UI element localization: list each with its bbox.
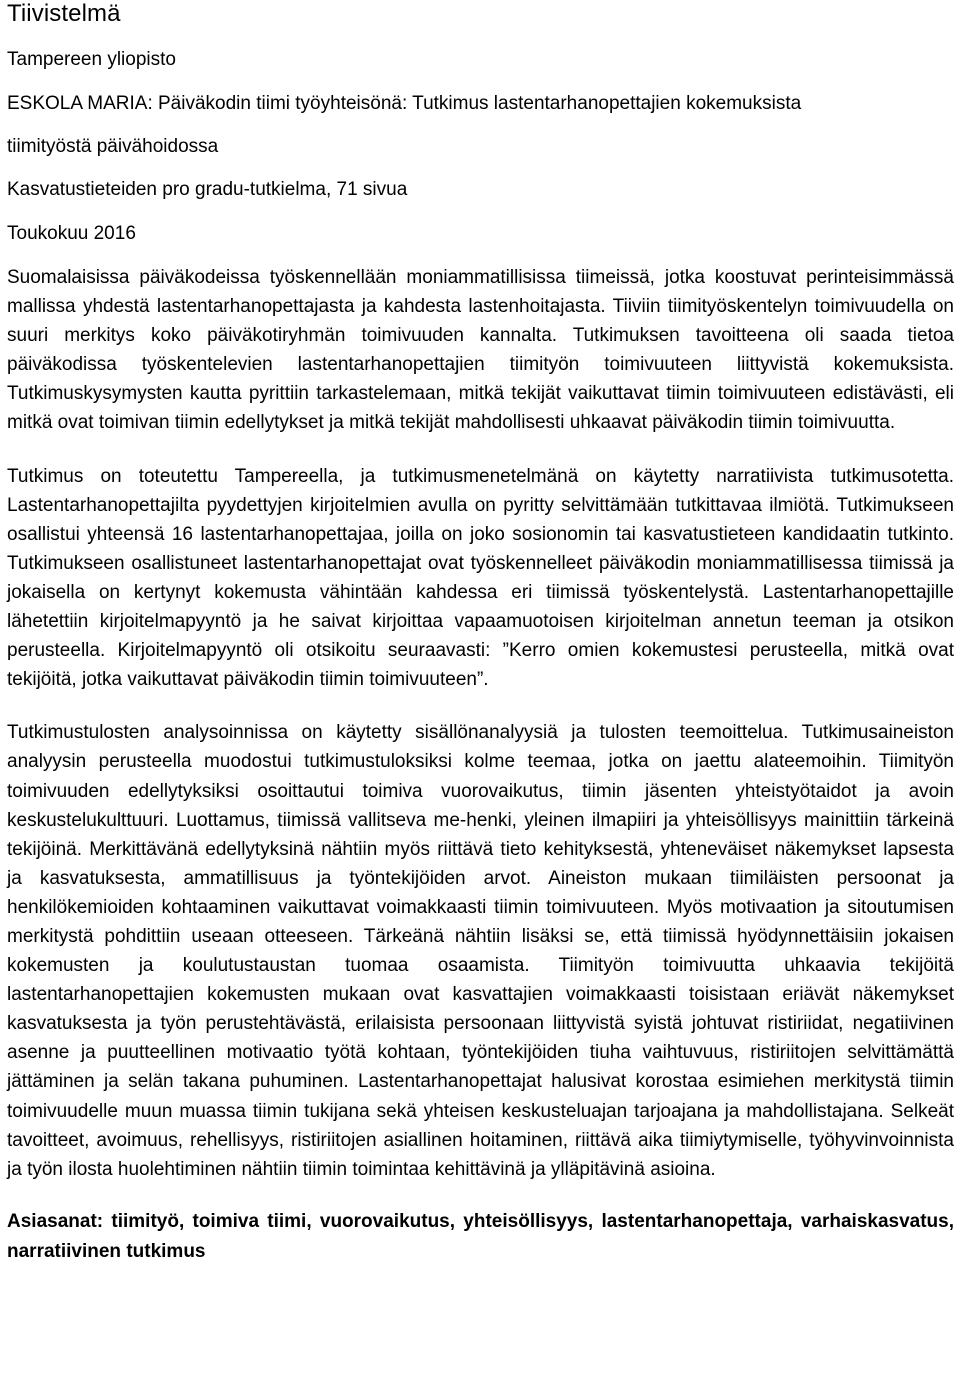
university-name: Tampereen yliopisto xyxy=(7,49,176,70)
abstract-paragraph-method: Tutkimus on toteutettu Tampereella, ja tutkimusmenetelmänä on käytetty narratiivista tutkimusotetta. Lastentarhanopettajilta pyydettyjen kirjoitelmien avulla on pyritty selvittämään tutkittavaa ilmiötä. Tutkimukseen osallistui yhteensä 16 lastentarhanopettajaa, joilla on joko sosionomin tai kasvatustieteen kandidaatin tutkinto. Tutkimukseen osallistuneet lastentarhanopettajat ovat työskennelleet päiväkodin moniammatillisessa tiimissä ja jokaisella on kertynyt kokemusta vähintään kahdessa eri tiimissä työskentelystä. Lastentarhanopettajille lähetettiin kirjoitelmapyyntö ja he saivat kirjoittaa vapaamuotoisen kirjoitelman annetun teeman ja otsikon perusteella. Kirjoitelmapyyntö oli otsikoitu seuraavasti: ”Kerro omien kokemustesi perusteella, mitkä ovat tekijöitä, jotka vaikuttavat päiväkodin tiimin toimivuuteen”. xyxy=(7,465,954,691)
author-and-title-line-2: tiimityöstä päivähoidossa xyxy=(7,136,219,157)
keywords xyxy=(7,1207,954,1267)
page-title: Tiivistelmä xyxy=(7,0,121,27)
abstract-paragraph-background: Suomalaisissa päiväkodeissa työskennellään moniammatillisissa tiimeissä, jotka koostuvat perinteisimmässä mallissa yhdestä lastentarhanopettajasta ja kahdesta lastenhoitajasta. Tiiviin tiimityöskentelyn toimivuudella on suuri merkitys koko päiväkotiryhmän toimivuuden kannalta. Tutkimuksen tavoitteena oli saada tietoa päiväkodissa työskentelevien lastentarhanopettajien tiimityön toimivuuteen liittyvistä kokemuksista. Tutkimuskysymysten kautta pyrittiin tarkastelemaan, mitkä tekijät vaikuttavat tiimin toimivuuteen edistävästi, eli mitkä ovat toimivan tiimin edellytykset ja mitkä tekijät mahdollisesti uhkaavat päiväkodin tiimin toimivuutta. xyxy=(7,267,954,434)
abstract-paragraph-results: Tutkimustulosten analysoinnissa on käytetty sisällönanalyysiä ja tulosten teemoittelua. Tutkimusaineiston analyysin perusteella muodostui tutkimustuloksiksi kolme teemaa, jotka on jaettu alateemoihin. Tiimityön toimivuuden edellytyksiksi osoittautui toimiva vuorovaikutus, tiimin jäsenten yhteistyötaidot ja avoin keskustelukulttuuri. Luottamus, tiimissä vallitseva me-henki, yleinen ilmapiiri ja yhteisöllisyys mainittiin tärkeinä tekijöinä. Merkittävänä edellytyksinä nähtiin myös riittävä tieto kehityksestä, yhteneväiset näkemykset lapsesta ja kasvatuksesta, ammatillisuus ja työntekijöiden arvot. Aineiston mukaan tiimiläisten persoonat ja henkilökemioiden kohtaaminen vaikuttavat voimakkaasti tiimin toimivuuteen. Myös motivaation ja sitoutumisen merkitystä pohdittiin useaan otteeseen. Tärkeänä nähtiin lisäksi se, että tiimissä hyödynnettäisiin jokaisen kokemusten ja koulutustaustan tuomaa osaamista. Tiimityön toimivuutta uhkaavia tekijöitä lastentarhanopettajien kokemusten mukaan ovat kasvattajien voimakkaasti toisistaan eriävät näkemykset kasvatuksesta ja työn perustehtävästä, erilaisista persoonaan liittyvistä syistä johtuvat ristiriidat, negatiivinen asenne ja puutteellinen motivaatio työtä kohtaan, työntekijöiden tiuha vaihtuvuus, ristiriitojen selvittämättä jättäminen ja selän takana puhuminen. Lastentarhanopettajat halusivat korostaa esimiehen merkitystä tiimin toimivuudelle muun muassa tiimin tukijana sekä yhteisen keskusteluajan tarjoajana ja mahdollistajana. Selkeät tavoitteet, avoimuus, rehellisyys, ristiriitojen asiallinen hoitaminen, riittävä aika tiimiytymiselle, työhyvinvoinnista ja työn ilosta huolehtiminen nähtiin tiimin toimintaa kehittävinä ja ylläpitävinä asioina. xyxy=(7,722,954,1180)
keywords-list: tiimityö, toimiva tiimi, vuorovaikutus, yhteisöllisyys, lastentarhanopettaja, varhaiskasvatus, narratiivinen tutkimus xyxy=(7,1210,954,1262)
author-and-title-line-1: ESKOLA MARIA: Päiväkodin tiimi työyhteisönä: Tutkimus lastentarhanopettajien kokemuksista xyxy=(7,93,802,114)
thesis-date: Toukokuu 2016 xyxy=(7,223,136,244)
keywords-label: Asiasanat: xyxy=(7,1210,104,1232)
thesis-type: Kasvatustieteiden pro gradu-tutkielma, 71 sivua xyxy=(7,179,408,200)
